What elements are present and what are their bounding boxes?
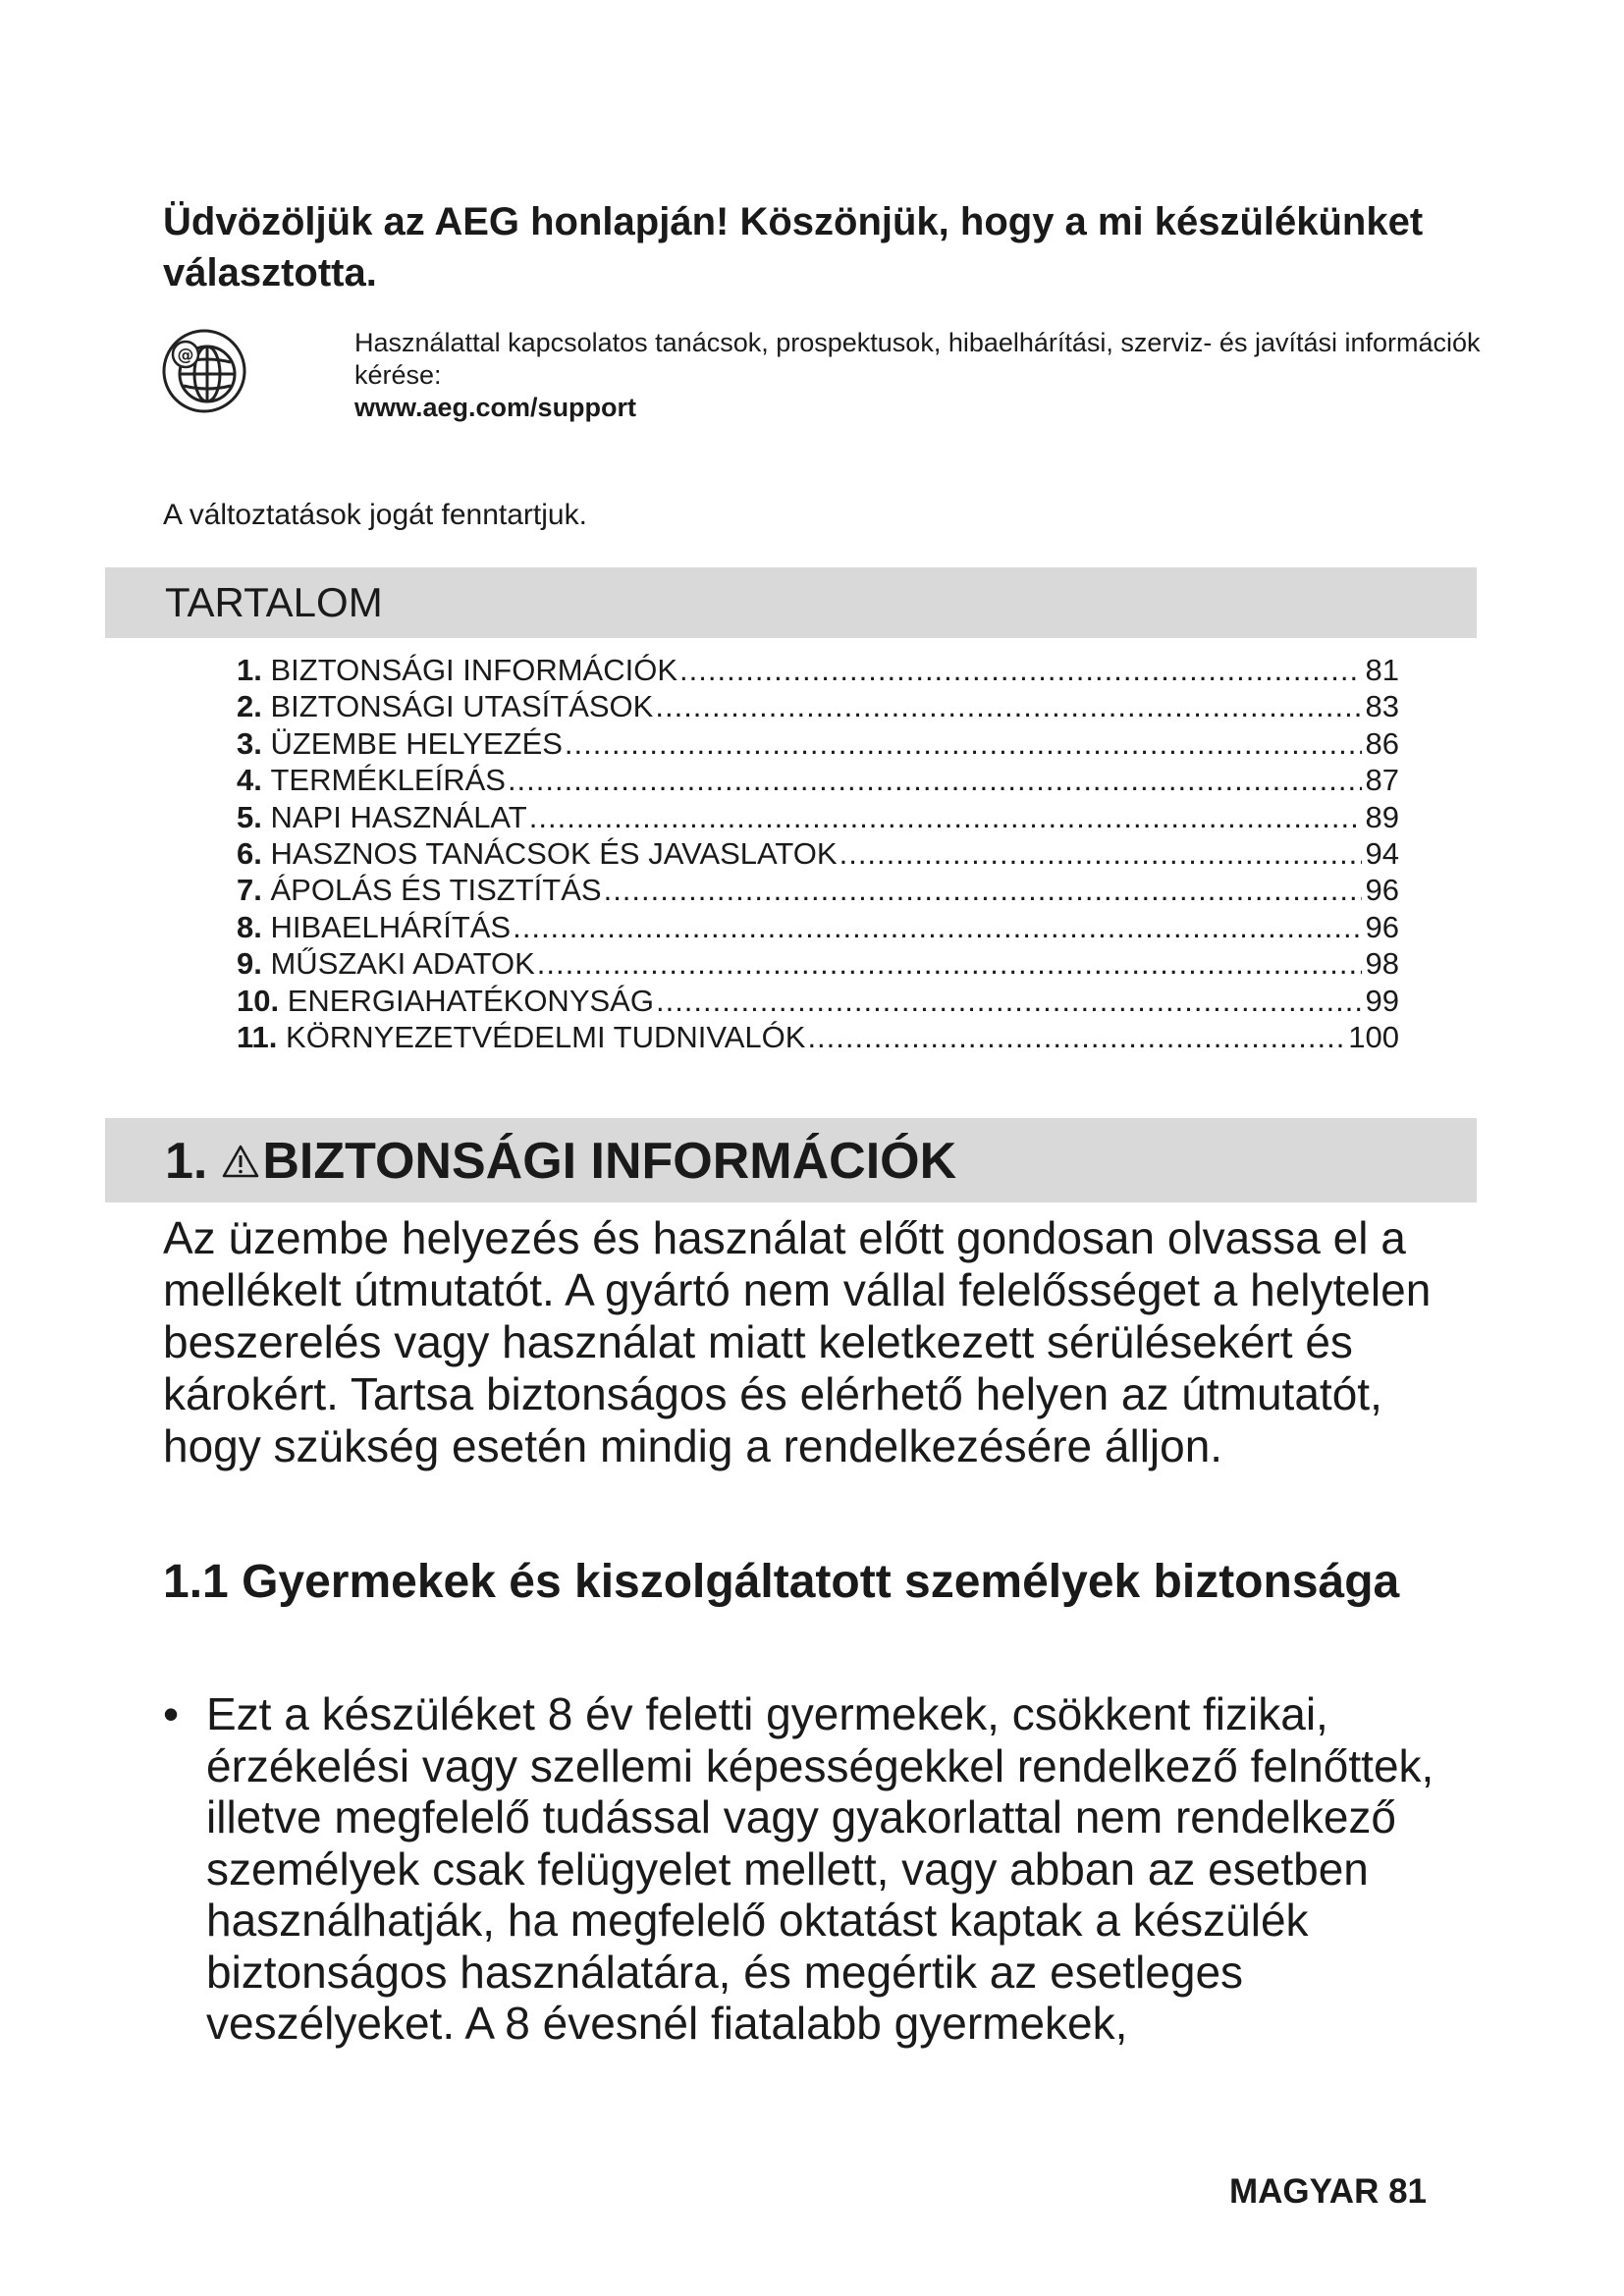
web-support-globe-icon [160, 327, 248, 415]
toc-item-number: 1. [237, 653, 262, 687]
toc-item-label: TERMÉKLEÍRÁS [270, 763, 506, 798]
toc-item-number: 10. [237, 983, 280, 1018]
toc-item-number: 5. [237, 799, 262, 834]
toc-item[interactable] [237, 835, 1399, 872]
toc-item-label: BIZTONSÁGI INFORMÁCIÓK [270, 653, 678, 687]
toc-header-band [105, 567, 1477, 638]
support-info [354, 327, 1484, 424]
toc-leader-dots [604, 872, 1362, 908]
toc-item-number: 6. [237, 836, 262, 872]
toc-item-label: NAPI HASZNÁLAT [270, 799, 527, 834]
toc-leader-dots [679, 652, 1362, 688]
toc-item-label: HIBAELHÁRÍTÁS [270, 909, 512, 944]
toc-item[interactable] [237, 872, 1399, 908]
toc-item-page: 96 [1365, 909, 1399, 944]
toc-leader-dots [565, 725, 1362, 762]
toc-leader-dots [839, 835, 1362, 872]
toc-item-page: 99 [1365, 983, 1399, 1018]
toc-item[interactable] [237, 725, 1399, 762]
section-number: 1. [165, 1133, 208, 1190]
toc-item[interactable] [237, 945, 1399, 982]
welcome-heading: Üdvözöljük az AEG honlapján! Köszönjük, hogy a mi készülékünket választotta. [163, 200, 1424, 294]
toc-item-number: 7. [237, 873, 262, 908]
toc-item[interactable] [237, 762, 1399, 798]
toc-item-label: MŰSZAKI ADATOK [270, 946, 535, 982]
toc-item-page: 86 [1365, 725, 1399, 761]
toc-item-number: 9. [237, 946, 262, 982]
toc-item-label: KÖRNYEZETVÉDELMI TUDNIVALÓK [286, 1020, 806, 1055]
section-title-text: BIZTONSÁGI INFORMÁCIÓK [262, 1133, 957, 1190]
toc-leader-dots [537, 945, 1362, 982]
toc-item-label: HASZNOS TANÁCSOK ÉS JAVASLATOK [270, 836, 838, 872]
toc-leader-dots [655, 688, 1362, 724]
toc-item-page: 100 [1348, 1020, 1399, 1055]
toc-item[interactable] [237, 652, 1399, 688]
toc-item-label: ENERGIAHATÉKONYSÁG [287, 983, 654, 1018]
toc-item-page: 96 [1365, 873, 1399, 908]
toc-leader-dots [508, 762, 1362, 798]
section-header-band [105, 1118, 1477, 1202]
toc-item-page: 87 [1365, 763, 1399, 798]
subsection-title: 1.1 Gyermekek és kiszolgáltatott személyek biztonsága [163, 1556, 1400, 1608]
toc-item-number: 2. [237, 689, 262, 724]
bullet-paragraph [163, 1688, 1479, 2050]
svg-text:@: @ [177, 346, 194, 365]
support-link[interactable]: www.aeg.com/support [354, 393, 637, 422]
toc-title: TARTALOM [165, 579, 383, 625]
toc-item-page: 83 [1365, 689, 1399, 724]
support-description: Használattal kapcsolatos tanácsok, prospektusok, hibaelhárítási, szerviz- és javítási információk kérése: [354, 328, 1481, 390]
rights-notice: A változtatások jogát fenntartjuk. [163, 499, 587, 531]
toc-item-label: ÁPOLÁS ÉS TISZTÍTÁS [270, 873, 602, 908]
toc-item[interactable] [237, 909, 1399, 945]
toc-item[interactable] [237, 688, 1399, 724]
toc-leader-dots [807, 1019, 1346, 1055]
table-of-contents [237, 652, 1399, 1055]
toc-item-number: 11. [237, 1020, 278, 1055]
toc-item-page: 81 [1365, 653, 1399, 687]
section-intro-paragraph: Az üzembe helyezés és használat előtt gondosan olvassa el a mellékelt útmutatót. A gyártó nem vállal felelősséget a helytelen beszerelés vagy használat miatt keletkezett sérülésekért és károkért. Tartsa biztonságos és elérhető helyen az útmutatót, hogy szükség esetén mindig a rendelkezésére álljon. [163, 1212, 1432, 1471]
toc-item-page: 94 [1365, 836, 1399, 872]
toc-item[interactable] [237, 799, 1399, 835]
toc-leader-dots [656, 983, 1362, 1019]
bullet-text: Ezt a készüléket 8 év feletti gyermekek, csökkent fizikai, érzékelési vagy szellemi képességekkel rendelkező felnőttek, illetve megfelelő tudással vagy gyakorlattal nem rendelkező személyek csak felügyelet mellett, vagy abban az esetben használhatják, ha megfelelő oktatást kaptak a készülék biztonságos használatára, és megértik az esetleges veszélyeket. A 8 évesnél fiatalabb gyermekek, [206, 1688, 1435, 2049]
page-footer: MAGYAR 81 [1229, 2172, 1427, 2211]
toc-leader-dots [529, 799, 1362, 835]
warning-triangle-icon [221, 1144, 260, 1179]
section-title [165, 1133, 956, 1190]
toc-item[interactable] [237, 983, 1399, 1019]
toc-item-page: 89 [1365, 799, 1399, 834]
toc-item-label: ÜZEMBE HELYEZÉS [270, 725, 563, 761]
toc-item-label: BIZTONSÁGI UTASÍTÁSOK [270, 689, 654, 724]
toc-leader-dots [513, 909, 1362, 945]
toc-item-number: 4. [237, 763, 262, 798]
bullet-mark: • [163, 1688, 180, 1739]
toc-item-number: 8. [237, 909, 262, 944]
toc-item[interactable] [237, 1019, 1399, 1055]
toc-item-number: 3. [237, 725, 262, 761]
toc-item-page: 98 [1365, 946, 1399, 982]
